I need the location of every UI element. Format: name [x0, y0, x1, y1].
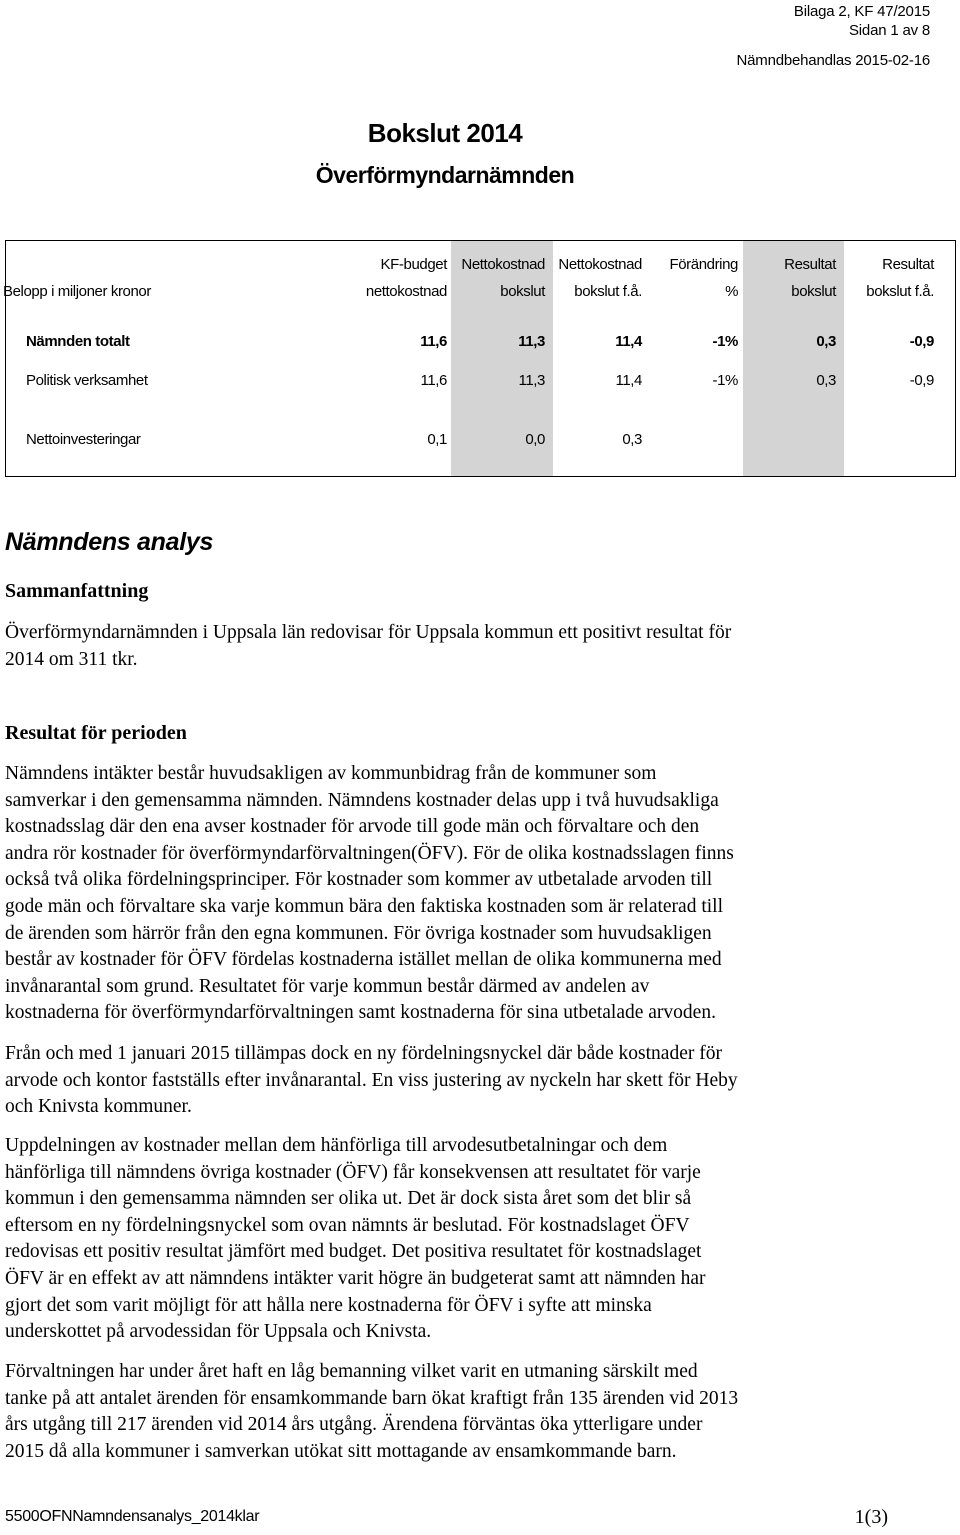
analysis-heading: Nämndens analys	[5, 528, 214, 556]
col-header-bokslut-fa-1: Nettokostnad	[558, 256, 642, 273]
table-cell: -1%	[712, 372, 738, 389]
table-cell: 11,3	[518, 333, 545, 350]
col-header-kf-budget-1: KF-budget	[380, 256, 447, 273]
col-header-forandring-2: %	[725, 283, 738, 300]
table-cell: 11,4	[615, 372, 642, 389]
table-cell: -0,9	[909, 372, 934, 389]
col-header-resultat-fa-2: bokslut f.å.	[866, 283, 934, 300]
col-header-bokslut-fa-2: bokslut f.å.	[574, 283, 642, 300]
budget-table	[5, 240, 956, 477]
table-cell: 11,6	[420, 372, 447, 389]
page-subtitle: Överförmyndarnämnden	[315, 162, 575, 188]
result-paragraph-2: Från och med 1 januari 2015 tillämpas dock en ny fördelningsnyckel där både kostnader för arvode och kontor fastställs efter invånarantal. En viss justering av nyckeln har skett för Heby och Knivsta kommuner.	[5, 1043, 738, 1118]
col-header-resultat-1: Resultat	[784, 256, 836, 273]
col-header-resultat-2: bokslut	[791, 283, 836, 300]
table-cell: 11,6	[420, 333, 447, 350]
table-cell: 0,3	[622, 431, 642, 448]
result-paragraph-1: Nämndens intäkter består huvudsakligen av kommunbidrag från de kommuner som samverkar i den gemensamma nämnden. Nämndens kostnader delas upp i två huvudsakliga kostnadsslag där den ena avser kostnader för arvode till gode män och förvaltare och den andra rör kostnader för överförmyndarförvaltningen(ÖFV). För de olika kostnadsslagen finns också två olika fördelningsprinciper. För kostnader som kommer av utbetalade arvoden till gode män och förvaltare ska varje kommun bära den faktiska kostnaden som är relaterad till de ärenden som härrör från den egna kommunen. För övriga kostnader som huvudsakligen består av kostnader för ÖFV fördelas kostnaderna istället mellan de olika kommunerna med invånarantal som grund. Resultatet för varje kommun består därmed av andelen av kostnaderna för överförmyndarförvaltningen samt kostnaderna för sina utbetalade arvoden.	[5, 763, 734, 1024]
footer-page-number: 1(3)	[854, 1506, 888, 1528]
table-cell: 11,3	[518, 372, 545, 389]
col-header-kf-budget-2: nettokostnad	[365, 283, 447, 300]
row-label-namnden-totalt: Nämnden totalt	[26, 333, 130, 350]
table-cell: 0,3	[816, 333, 836, 350]
attachment-reference: Bilaga 2, KF 47/2015	[793, 3, 930, 20]
table-cell: 11,4	[615, 333, 642, 350]
table-cell: 0,1	[427, 431, 447, 448]
row-label-politisk-verksamhet: Politisk verksamhet	[26, 372, 148, 389]
page-counter: Sidan 1 av 8	[849, 22, 930, 39]
summary-heading: Sammanfattning	[5, 580, 149, 602]
table-cell: -0,9	[909, 333, 934, 350]
page-title: Bokslut 2014	[367, 118, 523, 148]
col-header-forandring-1: Förändring	[669, 256, 738, 273]
result-paragraph-3: Uppdelningen av kostnader mellan dem hänförliga till arvodesutbetalningar och dem hänförliga till nämndens övriga kostnader (ÖFV) får konsekvensen att resultatet för varje kommun i den gemensamma nämnden ser olika ut. Det är dock sista året som det blir så eftersom en ny fördelningsnyckel som ovan nämnts är beslutad. För kostnadslaget ÖFV redovisas ett positiv resultat jämfört med budget. Det positiva resultatet för kostnadslaget ÖFV är en effekt av att nämndens intäkter varit högre än budgeterat samt att nämnden har gjort det som varit möjligt för att hålla nere kostnaderna för ÖFV i syfte att minska underskottet på arvodessidan för Uppsala och Knivsta.	[5, 1135, 706, 1343]
summary-paragraph: Överförmyndarnämnden i Uppsala län redovisar för Uppsala kommun ett positivt resultat för 2014 om 311 tkr.	[5, 622, 732, 670]
result-paragraph-4: Förvaltningen har under året haft en låg bemanning vilket varit en utmaning särskilt med tanke på att antalet ärenden för ensamkommande barn ökat kraftigt från 135 ärenden vid 2013 års utgång till 217 ärenden vid 2014 års utgång. Ärendena förväntas öka ytterligare under 2015 då alla kommuner i samverkan utökat sitt mottagande av ensamkommande barn.	[5, 1361, 739, 1462]
col-header-resultat-fa-1: Resultat	[882, 256, 934, 273]
committee-date: Nämndbehandlas 2015-02-16	[736, 52, 930, 69]
table-cell: -1%	[712, 333, 738, 350]
table-cell: 0,0	[525, 431, 545, 448]
col-header-bokslut-2: bokslut	[500, 283, 545, 300]
footer-filename: 5500OFNNamndensanalys_2014klar	[5, 1508, 260, 1525]
result-heading: Resultat för perioden	[5, 722, 187, 744]
col-header-bokslut-1: Nettokostnad	[461, 256, 545, 273]
row-label-nettoinvesteringar: Nettoinvesteringar	[26, 431, 141, 448]
unit-label: Belopp i miljoner kronor	[3, 283, 151, 300]
table-cell: 0,3	[816, 372, 836, 389]
shaded-column-forandring	[743, 241, 844, 476]
